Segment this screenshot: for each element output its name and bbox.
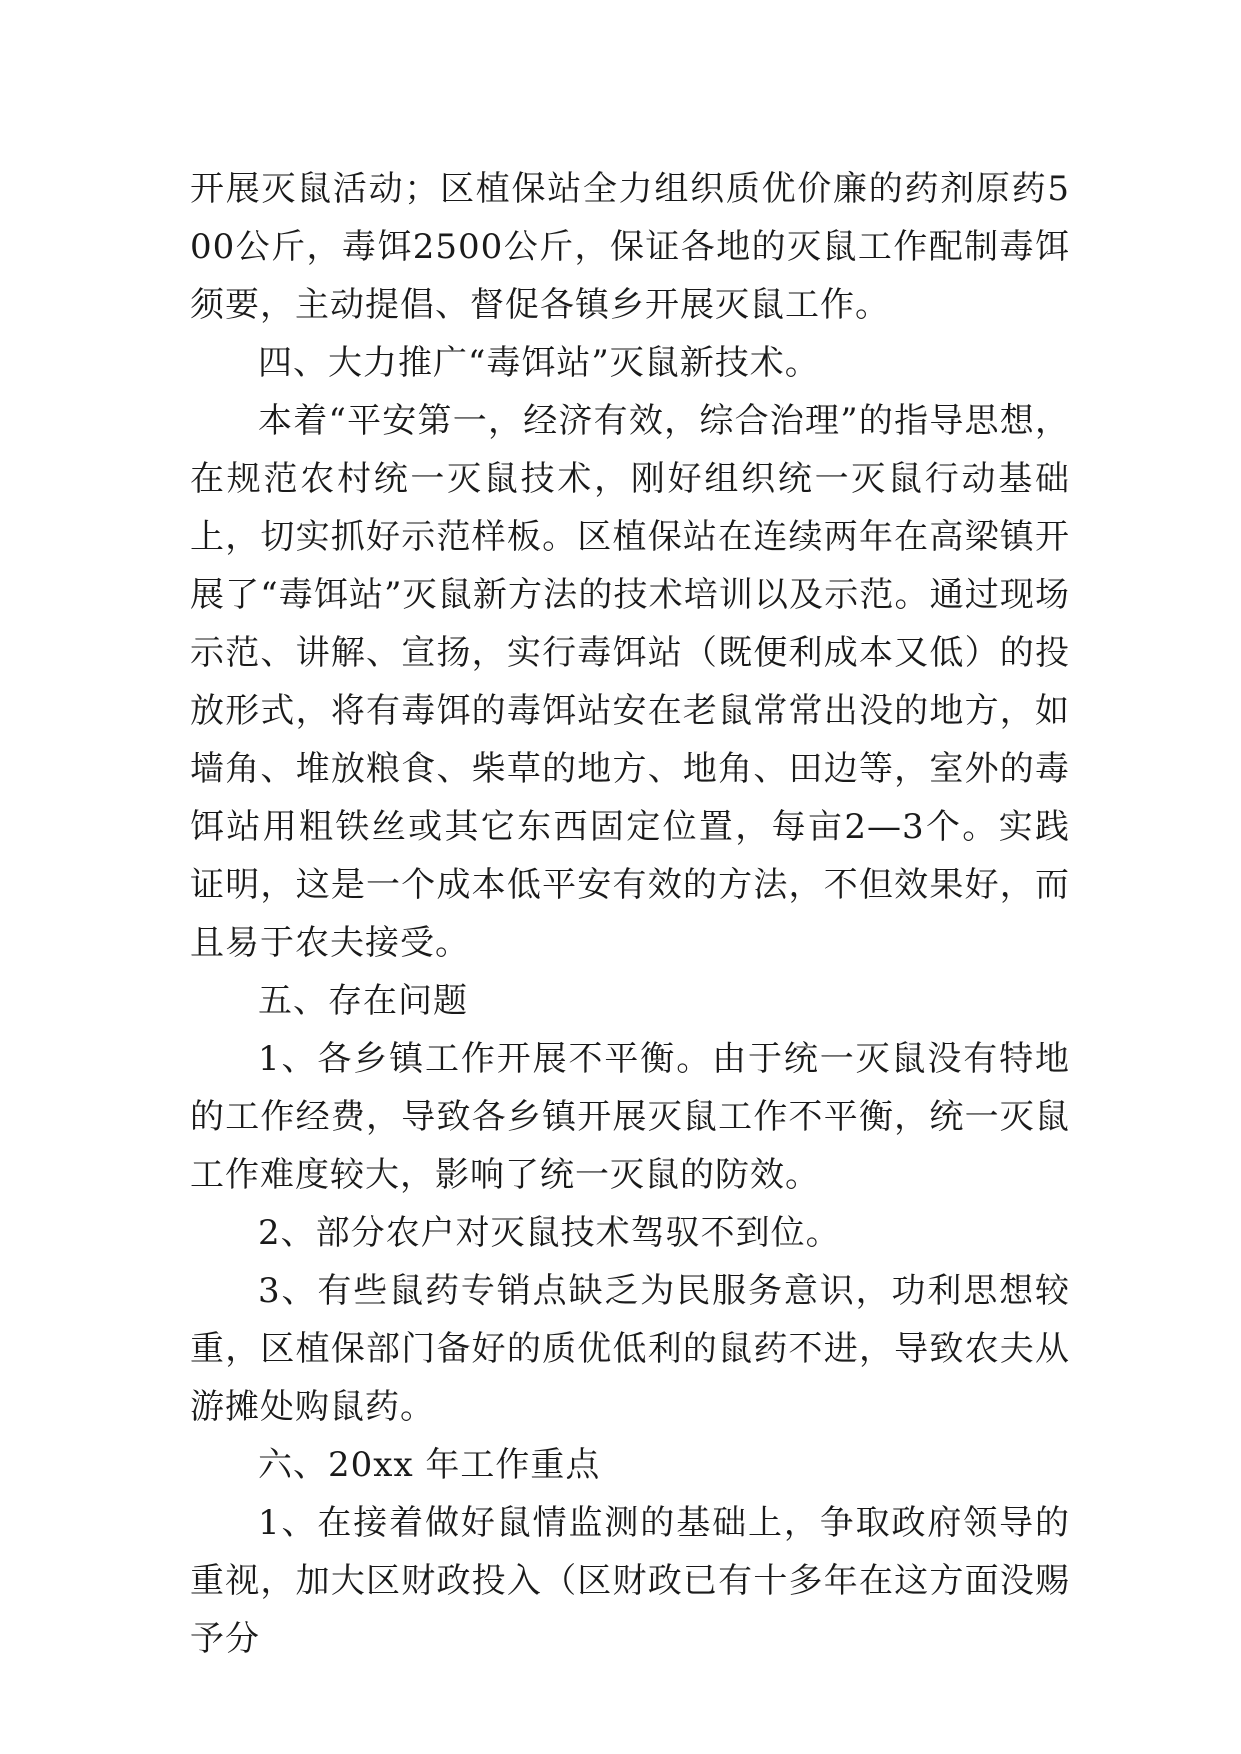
paragraph-5: 3、有些鼠药专销点缺乏为民服务意识，功利思想较重，区植保部门备好的质优低利的鼠药不进，导致农夫从游摊处购鼠药。 bbox=[190, 1271, 1070, 1427]
document-page bbox=[190, 160, 1070, 1668]
section-heading-6: 六、20xx 年工作重点 bbox=[258, 1445, 601, 1485]
paragraph-3: 1、各乡镇工作开展不平衡。由于统一灭鼠没有特地的工作经费，导致各乡镇开展灭鼠工作不平衡，统一灭鼠工作难度较大，影响了统一灭鼠的防效。 bbox=[190, 1039, 1070, 1195]
paragraph-2: 本着“平安第一，经济有效，综合治理”的指导思想，在规范农村统一灭鼠技术，刚好组织统一灭鼠行动基础上，切实抓好示范样板。区植保站在连续两年在高梁镇开展了“毒饵站”灭鼠新方法的技术培训以及示范。通过现场示范、讲解、宣扬，实行毒饵站（既便利成本又低）的投放形式，将有毒饵的毒饵站安在老鼠常常出没的地方，如墙角、堆放粮食、柴草的地方、地角、田边等，室外的毒饵站用粗铁丝或其它东西固定位置，每亩2—3个。实践证明，这是一个成本低平安有效的方法，不但效果好，而且易于农夫接受。 bbox=[190, 401, 1070, 963]
section-heading-5: 五、存在问题 bbox=[258, 981, 468, 1021]
paragraph-6: 1、在接着做好鼠情监测的基础上，争取政府领导的重视，加大区财政投入（区财政已有十多年在这方面没赐予分 bbox=[190, 1503, 1070, 1659]
paragraph-4: 2、部分农户对灭鼠技术驾驭不到位。 bbox=[258, 1213, 841, 1253]
section-heading-4: 四、大力推广“毒饵站”灭鼠新技术。 bbox=[258, 343, 820, 383]
paragraph-1: 开展灭鼠活动；区植保站全力组织质优价廉的药剂原药500公斤，毒饵2500公斤，保证各地的灭鼠工作配制毒饵须要，主动提倡、督促各镇乡开展灭鼠工作。 bbox=[190, 169, 1070, 325]
